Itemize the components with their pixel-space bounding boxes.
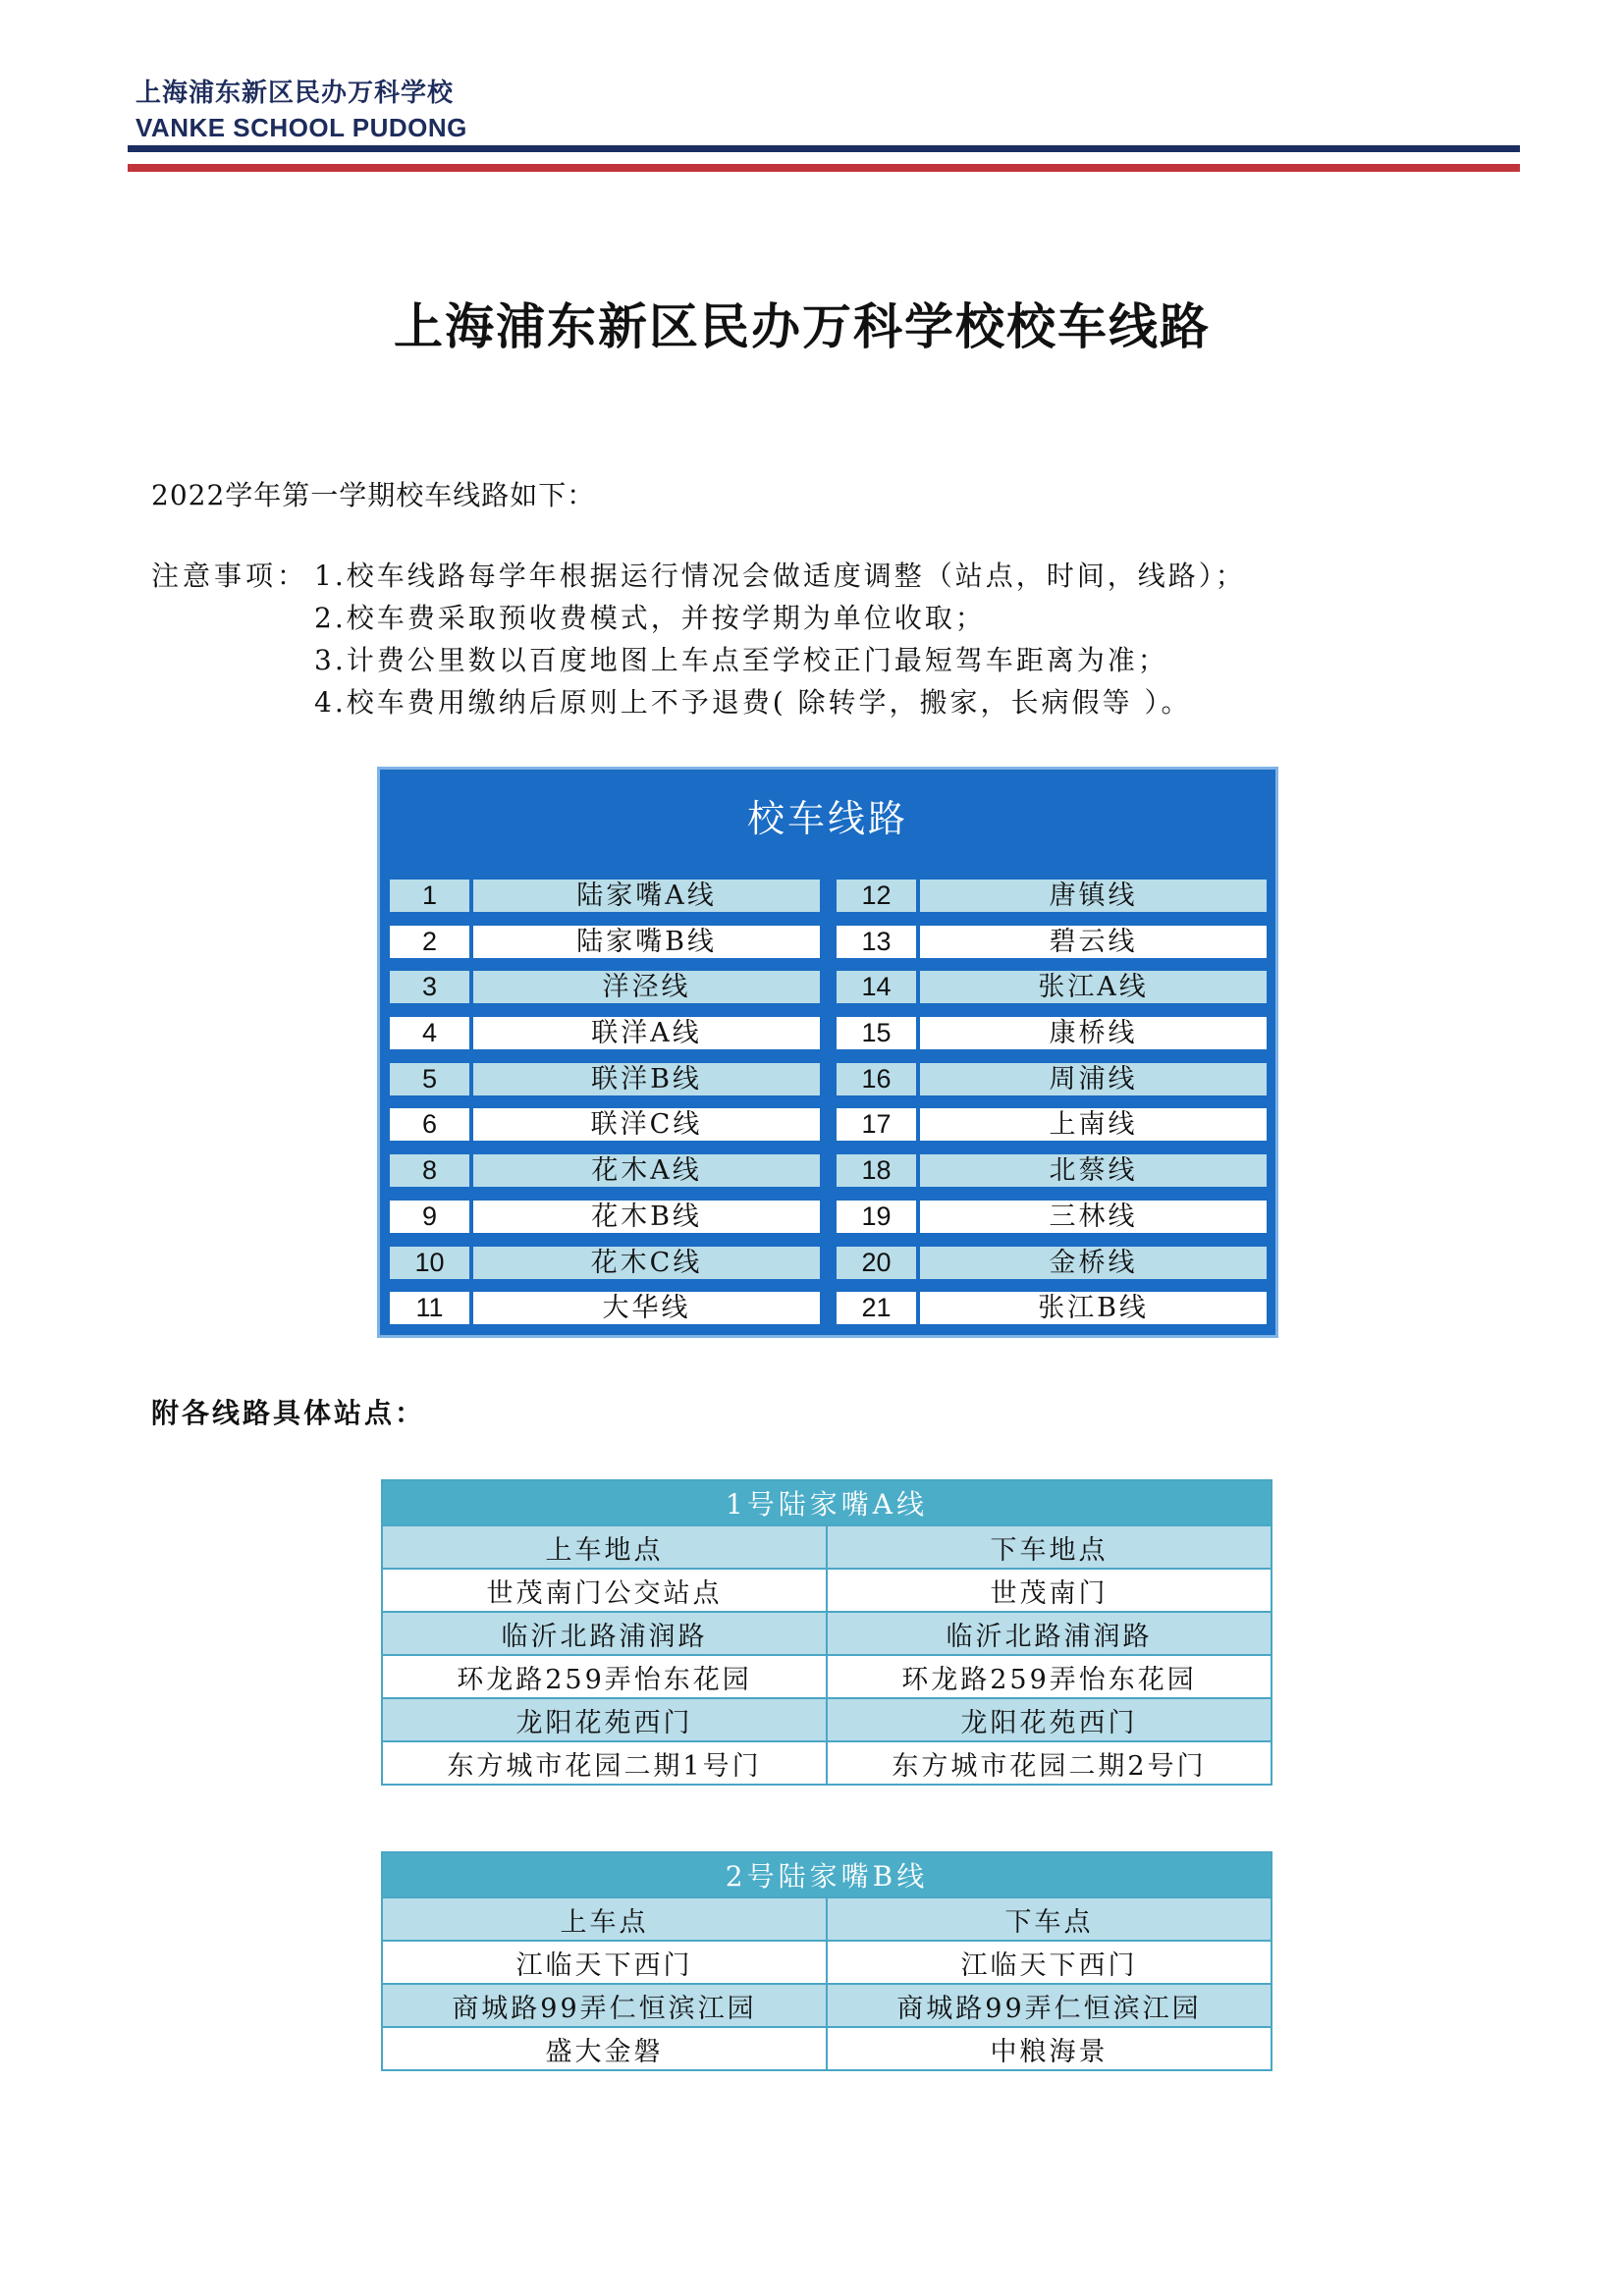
header-rule-navy	[128, 145, 1520, 152]
board-stop: 江临天下西门	[382, 1941, 827, 1984]
alight-stop: 江临天下西门	[827, 1941, 1272, 1984]
route-number: 10	[388, 1245, 471, 1281]
routes-table	[377, 767, 1278, 1338]
route-number: 3	[388, 969, 471, 1005]
routes-table-title: 校车线路	[746, 797, 908, 840]
route-row	[388, 924, 1269, 960]
alight-stop: 商城路99弄仁恒滨江园	[827, 1984, 1272, 2027]
route-number: 20	[835, 1245, 918, 1281]
alight-column-header: 下车点	[827, 1897, 1272, 1941]
board-column-header: 上车点	[382, 1897, 827, 1941]
route1-title: 1号陆家嘴A线	[382, 1480, 1272, 1525]
route-name: 碧云线	[918, 924, 1269, 960]
route-number: 21	[835, 1290, 918, 1326]
routes-grid	[388, 878, 1269, 1336]
header-rule-red	[128, 164, 1520, 172]
alight-stop: 中粮海景	[827, 2027, 1272, 2070]
route-number: 15	[835, 1015, 918, 1051]
board-stop: 东方城市花园二期1号门	[382, 1741, 827, 1785]
route-row	[388, 1152, 1269, 1189]
school-name-en: VANKE SCHOOL PUDONG	[135, 113, 467, 142]
school-name-cn: 上海浦东新区民办万科学校	[135, 79, 455, 108]
route-name: 三林线	[918, 1199, 1269, 1235]
route2-title: 2号陆家嘴B线	[382, 1852, 1272, 1897]
route-name: 陆家嘴B线	[471, 924, 822, 960]
route-name: 张江B线	[918, 1290, 1269, 1326]
route-number: 18	[835, 1152, 918, 1189]
alight-column-header: 下车地点	[827, 1525, 1272, 1569]
route-row	[388, 969, 1269, 1005]
route-number: 14	[835, 969, 918, 1005]
board-stop: 盛大金磐	[382, 2027, 827, 2070]
route-number: 19	[835, 1199, 918, 1235]
route-name: 联洋C线	[471, 1106, 822, 1143]
route2-stops-table	[381, 1851, 1272, 2071]
route-number: 16	[835, 1061, 918, 1097]
stop-row	[382, 1612, 1272, 1655]
board-column-header: 上车地点	[382, 1525, 827, 1569]
stop-row	[382, 1655, 1272, 1698]
stop-row	[382, 1741, 1272, 1785]
board-stop: 龙阳花苑西门	[382, 1698, 827, 1741]
route-row	[388, 878, 1269, 914]
stop-row	[382, 1984, 1272, 2027]
route-row	[388, 1061, 1269, 1097]
note-item: 1.校车线路每学年根据运行情况会做适度调整（站点，时间，线路）；	[314, 560, 1246, 592]
board-stop: 商城路99弄仁恒滨江园	[382, 1984, 827, 2027]
route-number: 9	[388, 1199, 471, 1235]
route-number: 6	[388, 1106, 471, 1143]
route-name: 花木B线	[471, 1199, 822, 1235]
route-name: 北蔡线	[918, 1152, 1269, 1189]
note-item: 3.计费公里数以百度地图上车点至学校正门最短驾车距离为准；	[314, 644, 1168, 676]
board-stop: 世茂南门公交站点	[382, 1569, 827, 1612]
stop-row	[382, 2027, 1272, 2070]
route-name: 联洋A线	[471, 1015, 822, 1051]
route-row	[388, 1290, 1269, 1326]
route-name: 大华线	[471, 1290, 822, 1326]
notes-section	[151, 555, 1246, 723]
route-number: 13	[835, 924, 918, 960]
route-row	[388, 1199, 1269, 1235]
route-number: 8	[388, 1152, 471, 1189]
route-name: 康桥线	[918, 1015, 1269, 1051]
route-number: 5	[388, 1061, 471, 1097]
notes-label: 注意事项：	[151, 560, 309, 592]
route-name: 洋泾线	[471, 969, 822, 1005]
route-name: 上南线	[918, 1106, 1269, 1143]
board-stop: 临沂北路浦润路	[382, 1612, 827, 1655]
route-name: 陆家嘴A线	[471, 878, 822, 914]
route1-stops-table	[381, 1479, 1272, 1786]
board-stop: 环龙路259弄怡东花园	[382, 1655, 827, 1698]
alight-stop: 世茂南门	[827, 1569, 1272, 1612]
appendix-label: 附各线路具体站点：	[151, 1397, 426, 1429]
note-item: 2.校车费采取预收费模式，并按学期为单位收取；	[314, 602, 986, 634]
alight-stop: 东方城市花园二期2号门	[827, 1741, 1272, 1785]
route-name: 张江A线	[918, 969, 1269, 1005]
stop-row	[382, 1698, 1272, 1741]
route-number: 4	[388, 1015, 471, 1051]
route-name: 金桥线	[918, 1245, 1269, 1281]
intro-text: 2022学年第一学期校车线路如下：	[151, 479, 596, 511]
alight-stop: 临沂北路浦润路	[827, 1612, 1272, 1655]
route-number: 11	[388, 1290, 471, 1326]
route-name: 周浦线	[918, 1061, 1269, 1097]
route-name: 花木C线	[471, 1245, 822, 1281]
note-item: 4.校车费用缴纳后原则上不予退费( 除转学，搬家，长病假等 ）。	[314, 686, 1192, 719]
route-number: 17	[835, 1106, 918, 1143]
route-row	[388, 1106, 1269, 1143]
alight-stop: 龙阳花苑西门	[827, 1698, 1272, 1741]
route-number: 12	[835, 878, 918, 914]
letterhead	[135, 73, 467, 143]
route-name: 联洋B线	[471, 1061, 822, 1097]
route-number: 2	[388, 924, 471, 960]
route-number: 1	[388, 878, 471, 914]
document-title: 上海浦东新区民办万科学校校车线路	[394, 297, 1211, 355]
route-row	[388, 1245, 1269, 1281]
stop-row	[382, 1941, 1272, 1984]
alight-stop: 环龙路259弄怡东花园	[827, 1655, 1272, 1698]
route-name: 唐镇线	[918, 878, 1269, 914]
route-name: 花木A线	[471, 1152, 822, 1189]
route-row	[388, 1015, 1269, 1051]
stop-row	[382, 1569, 1272, 1612]
